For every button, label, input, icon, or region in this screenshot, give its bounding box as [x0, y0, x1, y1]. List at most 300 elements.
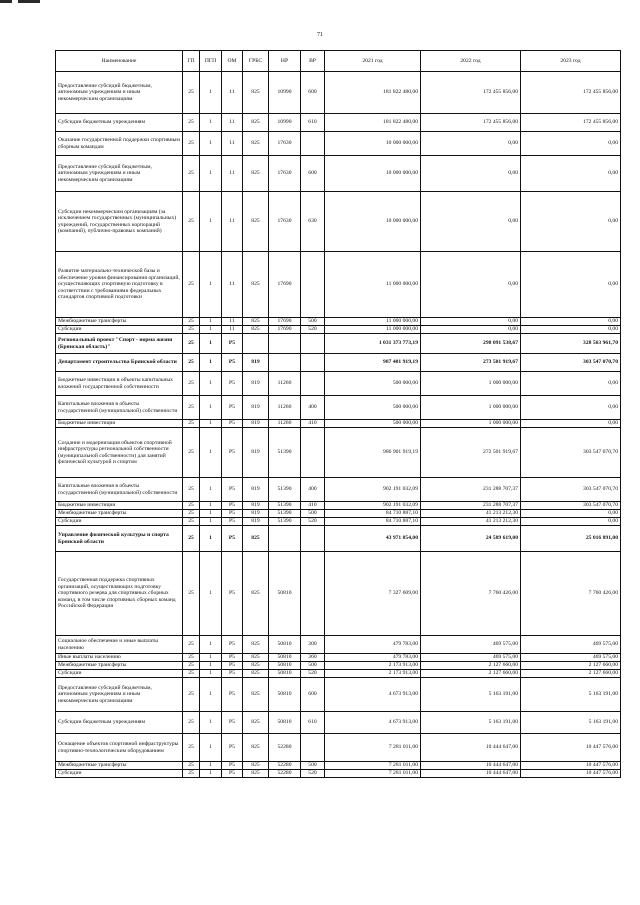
cell-gp: 25 [183, 770, 200, 778]
cell-om: P5 [222, 526, 243, 552]
cell-y2021: 2 173 913,00 [325, 662, 421, 670]
budget-table [55, 50, 621, 778]
cell-pgp: 1 [200, 770, 222, 778]
cell-y2023: 0,00 [521, 192, 621, 252]
cell-om: P5 [222, 354, 243, 372]
cell-y2022: 41 213 212,30 [421, 518, 521, 526]
cell-y2023: 0,00 [521, 396, 621, 420]
cell-vr [301, 354, 325, 372]
cell-y2022: 0,00 [421, 156, 521, 192]
cell-pgp: 1 [200, 114, 222, 132]
cell-om: P5 [222, 770, 243, 778]
cell-name: Межбюджетные трансферты [56, 510, 183, 518]
cell-y2022: 1 000 000,00 [421, 372, 521, 396]
table-row [56, 478, 621, 502]
cell-y2021: 11 000 000,00 [325, 326, 421, 334]
cell-y2021: 4 673 913,00 [325, 678, 421, 712]
cell-pgp: 1 [200, 734, 222, 762]
cell-name: Государственная поддержка спортивных организаций, осуществляющих подготовку спортивного резерва для спортивных сборных команд, в том числе спортивных сборных команд Российской Федерации [56, 552, 183, 636]
cell-grbs: 819 [243, 420, 269, 428]
cell-y2022: 272 501 919,67 [421, 428, 521, 478]
cell-nr: 10990 [269, 72, 301, 114]
table-row [56, 334, 621, 354]
cell-name: Субсидии [56, 518, 183, 526]
cell-grbs: 819 [243, 428, 269, 478]
cell-name: Бюджетные инвестиции [56, 420, 183, 428]
cell-vr: 630 [301, 192, 325, 252]
cell-om: P5 [222, 552, 243, 636]
cell-grbs: 825 [243, 712, 269, 734]
table-row [56, 114, 621, 132]
cell-nr [269, 354, 301, 372]
cell-vr: 300 [301, 636, 325, 654]
table-row [56, 762, 621, 770]
cell-y2021: 479 783,00 [325, 636, 421, 654]
cell-nr: 17690 [269, 326, 301, 334]
cell-vr: 410 [301, 420, 325, 428]
cell-gp: 25 [183, 428, 200, 478]
cell-om: 11 [222, 252, 243, 318]
cell-pgp: 1 [200, 334, 222, 354]
cell-name: Предоставление субсидий бюджетным, автономным учреждениям и иным некоммерческим организациям [56, 678, 183, 712]
cell-vr: 400 [301, 478, 325, 502]
cell-nr: 17630 [269, 156, 301, 192]
cell-y2023: 469 575,00 [521, 636, 621, 654]
cell-nr: 51390 [269, 510, 301, 518]
col-header-2021: 2021 год [325, 51, 421, 72]
cell-name: Бюджетные инвестиции [56, 502, 183, 510]
cell-nr [269, 334, 301, 354]
cell-y2022: 5 163 191,00 [421, 712, 521, 734]
table-row [56, 636, 621, 654]
cell-gp: 25 [183, 252, 200, 318]
cell-name: Межбюджетные трансферты [56, 318, 183, 326]
cell-vr [301, 428, 325, 478]
cell-pgp: 1 [200, 654, 222, 662]
cell-name: Субсидии [56, 770, 183, 778]
cell-gp: 25 [183, 734, 200, 762]
cell-name: Региональный проект "Спорт - норма жизни (Брянская область)" [56, 334, 183, 354]
cell-y2023: 172 455 856,00 [521, 114, 621, 132]
cell-gp: 25 [183, 478, 200, 502]
cell-y2023: 0,00 [521, 420, 621, 428]
col-header-om: ОМ [222, 51, 243, 72]
table-body [56, 72, 621, 778]
cell-pgp: 1 [200, 354, 222, 372]
table-row [56, 396, 621, 420]
cell-om: 11 [222, 156, 243, 192]
cell-grbs: 825 [243, 670, 269, 678]
cell-pgp: 1 [200, 156, 222, 192]
cell-gp: 25 [183, 420, 200, 428]
cell-pgp: 1 [200, 510, 222, 518]
table-row [56, 72, 621, 114]
cell-om: P5 [222, 396, 243, 420]
table-row [56, 654, 621, 662]
cell-grbs: 825 [243, 770, 269, 778]
table-row [56, 510, 621, 518]
cell-gp: 25 [183, 510, 200, 518]
table-row [56, 192, 621, 252]
cell-om: P5 [222, 734, 243, 762]
cell-grbs: 819 [243, 478, 269, 502]
cell-grbs: 825 [243, 72, 269, 114]
cell-gp: 25 [183, 334, 200, 354]
cell-y2022: 1 000 000,00 [421, 396, 521, 420]
cell-pgp: 1 [200, 518, 222, 526]
cell-grbs: 825 [243, 252, 269, 318]
cell-pgp: 1 [200, 132, 222, 156]
cell-nr: 11260 [269, 396, 301, 420]
cell-y2021: 500 000,00 [325, 372, 421, 396]
cell-grbs: 819 [243, 354, 269, 372]
cell-y2023: 0,00 [521, 510, 621, 518]
cell-y2022: 1 000 000,00 [421, 420, 521, 428]
cell-y2022: 10 444 647,00 [421, 734, 521, 762]
cell-y2021: 4 673 913,00 [325, 712, 421, 734]
cell-om: 11 [222, 114, 243, 132]
cell-vr: 600 [301, 156, 325, 192]
col-header-name: Наименование [56, 51, 183, 72]
page-number: 71 [317, 32, 323, 38]
cell-nr: 17630 [269, 192, 301, 252]
cell-pgp: 1 [200, 712, 222, 734]
cell-y2022: 273 501 919,67 [421, 354, 521, 372]
cell-grbs: 825 [243, 734, 269, 762]
table-row [56, 372, 621, 396]
cell-vr: 520 [301, 326, 325, 334]
cell-om: P5 [222, 420, 243, 428]
cell-y2022: 0,00 [421, 326, 521, 334]
table-row [56, 420, 621, 428]
cell-om: 11 [222, 326, 243, 334]
col-header-pgp: ПГП [200, 51, 222, 72]
cell-om: P5 [222, 636, 243, 654]
cell-y2021: 181 822 480,00 [325, 114, 421, 132]
cell-vr [301, 552, 325, 636]
cell-y2023: 172 455 856,00 [521, 72, 621, 114]
cell-y2023: 0,00 [521, 132, 621, 156]
cell-y2023: 0,00 [521, 156, 621, 192]
cell-grbs: 825 [243, 192, 269, 252]
cell-gp: 25 [183, 762, 200, 770]
cell-y2021: 10 000 000,00 [325, 192, 421, 252]
cell-gp: 25 [183, 678, 200, 712]
cell-y2021: 500 000,00 [325, 420, 421, 428]
cell-name: Субсидии бюджетным учреждениям [56, 712, 183, 734]
cell-y2023: 7 760 426,00 [521, 552, 621, 636]
cell-y2022: 10 444 647,00 [421, 762, 521, 770]
table-row [56, 502, 621, 510]
cell-nr [269, 526, 301, 552]
table-row [56, 734, 621, 762]
cell-y2022: 298 091 538,67 [421, 334, 521, 354]
cell-om: 11 [222, 192, 243, 252]
cell-nr: 17690 [269, 252, 301, 318]
cell-y2021: 500 000,00 [325, 396, 421, 420]
cell-om: P5 [222, 670, 243, 678]
table-row [56, 318, 621, 326]
cell-pgp: 1 [200, 326, 222, 334]
cell-vr: 520 [301, 518, 325, 526]
cell-name: Предоставление субсидий бюджетным, автономным учреждениям и иным некоммерческим организациям [56, 72, 183, 114]
cell-om: P5 [222, 372, 243, 396]
cell-y2023: 0,00 [521, 252, 621, 318]
cell-pgp: 1 [200, 72, 222, 114]
scan-mark-left [0, 0, 12, 3]
cell-name: Создание и модернизация объектов спортивной инфраструктуры региональной собственности (муниципальной собственности) для занятий физической культурой и спортом [56, 428, 183, 478]
table-row [56, 252, 621, 318]
cell-vr [301, 734, 325, 762]
cell-vr: 610 [301, 712, 325, 734]
cell-gp: 25 [183, 712, 200, 734]
cell-y2021: 987 401 919,19 [325, 354, 421, 372]
col-header-grbs: ГРБС [243, 51, 269, 72]
cell-y2023: 303 547 070,70 [521, 354, 621, 372]
cell-gp: 25 [183, 326, 200, 334]
cell-y2022: 7 760 426,00 [421, 552, 521, 636]
cell-name: Развитие материально-технической базы и обеспечение уровня финансирования организаций, осуществляющих спортивную подготовку в соответствии с требованиями федеральных стандартов спортивной подготовки [56, 252, 183, 318]
cell-vr [301, 334, 325, 354]
cell-name: Оснащение объектов спортивной инфраструктуры спортивно-технологическим оборудованием [56, 734, 183, 762]
col-header-2022: 2022 год [421, 51, 521, 72]
cell-gp: 25 [183, 132, 200, 156]
cell-y2021: 902 191 032,09 [325, 502, 421, 510]
cell-grbs: 825 [243, 552, 269, 636]
cell-name: Субсидии некоммерческим организациям (за исключением государственных (муниципальных) учреждений, государственных корпораций (компаний), публично-правовых компаний) [56, 192, 183, 252]
cell-y2023: 303 547 070,70 [521, 478, 621, 502]
cell-gp: 25 [183, 502, 200, 510]
cell-y2023: 469 575,00 [521, 654, 621, 662]
cell-nr: 50810 [269, 552, 301, 636]
cell-y2023: 0,00 [521, 518, 621, 526]
cell-gp: 25 [183, 192, 200, 252]
table-row [56, 354, 621, 372]
cell-y2022: 10 444 647,00 [421, 770, 521, 778]
cell-name: Капитальные вложения в объекты государственной (муниципальной) собственности [56, 478, 183, 502]
cell-om: P5 [222, 518, 243, 526]
cell-name: Иные выплаты населению [56, 654, 183, 662]
cell-gp: 25 [183, 72, 200, 114]
cell-vr: 410 [301, 502, 325, 510]
table-row [56, 662, 621, 670]
cell-om: P5 [222, 712, 243, 734]
cell-nr: 50810 [269, 670, 301, 678]
cell-vr: 520 [301, 670, 325, 678]
cell-y2021: 2 173 913,00 [325, 670, 421, 678]
cell-name: Предоставление субсидий бюджетным, автономным учреждениям и иным некоммерческим организациям [56, 156, 183, 192]
cell-y2021: 7 327 609,00 [325, 552, 421, 636]
cell-nr: 51390 [269, 518, 301, 526]
cell-y2021: 181 822 480,00 [325, 72, 421, 114]
cell-grbs: 825 [243, 654, 269, 662]
cell-y2022: 231 288 707,37 [421, 502, 521, 510]
cell-y2023: 10 447 576,00 [521, 762, 621, 770]
cell-pgp: 1 [200, 636, 222, 654]
cell-y2023: 10 447 576,00 [521, 734, 621, 762]
cell-name: Департамент строительства Брянской области [56, 354, 183, 372]
cell-y2023: 5 163 191,00 [521, 712, 621, 734]
cell-om: P5 [222, 478, 243, 502]
cell-pgp: 1 [200, 428, 222, 478]
cell-gp: 25 [183, 552, 200, 636]
col-header-2023: 2023 год [521, 51, 621, 72]
table-row [56, 670, 621, 678]
cell-vr: 500 [301, 762, 325, 770]
table-header [56, 51, 621, 72]
cell-vr [301, 526, 325, 552]
cell-nr: 50810 [269, 678, 301, 712]
cell-y2022: 0,00 [421, 252, 521, 318]
cell-y2021: 7 281 011,00 [325, 762, 421, 770]
cell-name: Субсидии [56, 670, 183, 678]
col-header-vr: ВР [301, 51, 325, 72]
cell-gp: 25 [183, 670, 200, 678]
cell-y2022: 2 127 660,00 [421, 662, 521, 670]
cell-vr: 520 [301, 770, 325, 778]
cell-vr [301, 132, 325, 156]
cell-pgp: 1 [200, 318, 222, 326]
cell-y2021: 10 000 000,00 [325, 156, 421, 192]
table-row [56, 156, 621, 192]
cell-gp: 25 [183, 518, 200, 526]
cell-nr: 11260 [269, 372, 301, 396]
cell-om: P5 [222, 510, 243, 518]
cell-nr: 10990 [269, 114, 301, 132]
cell-vr [301, 372, 325, 396]
cell-gp: 25 [183, 372, 200, 396]
cell-y2022: 41 213 212,30 [421, 510, 521, 518]
cell-name: Субсидии бюджетным учреждениям [56, 114, 183, 132]
table-row [56, 428, 621, 478]
cell-gp: 25 [183, 636, 200, 654]
cell-gp: 25 [183, 318, 200, 326]
cell-y2021: 84 710 887,10 [325, 510, 421, 518]
cell-nr: 51390 [269, 478, 301, 502]
cell-y2023: 2 127 660,00 [521, 670, 621, 678]
cell-nr: 51390 [269, 502, 301, 510]
cell-grbs: 825 [243, 636, 269, 654]
cell-y2023: 303 547 070,70 [521, 428, 621, 478]
cell-pgp: 1 [200, 420, 222, 428]
cell-y2021: 1 031 373 773,19 [325, 334, 421, 354]
cell-gp: 25 [183, 654, 200, 662]
cell-pgp: 1 [200, 762, 222, 770]
cell-grbs: 825 [243, 156, 269, 192]
cell-pgp: 1 [200, 252, 222, 318]
cell-pgp: 1 [200, 478, 222, 502]
cell-y2021: 11 000 000,00 [325, 318, 421, 326]
cell-nr: 50810 [269, 712, 301, 734]
table-row [56, 518, 621, 526]
cell-y2023: 10 447 576,00 [521, 770, 621, 778]
cell-pgp: 1 [200, 678, 222, 712]
cell-gp: 25 [183, 396, 200, 420]
cell-vr: 360 [301, 654, 325, 662]
scan-mark-right [18, 0, 40, 3]
cell-grbs: 825 [243, 762, 269, 770]
cell-om: 11 [222, 72, 243, 114]
cell-vr: 500 [301, 662, 325, 670]
cell-name: Межбюджетные трансферты [56, 762, 183, 770]
col-header-gp: ГП [183, 51, 200, 72]
cell-y2023: 328 563 961,70 [521, 334, 621, 354]
cell-om: P5 [222, 428, 243, 478]
table-row [56, 712, 621, 734]
cell-om: P5 [222, 662, 243, 670]
cell-name: Социальное обеспечение и иные выплаты населению [56, 636, 183, 654]
cell-grbs: 825 [243, 526, 269, 552]
cell-nr: 50810 [269, 636, 301, 654]
cell-y2022: 0,00 [421, 132, 521, 156]
cell-pgp: 1 [200, 396, 222, 420]
cell-grbs: 819 [243, 502, 269, 510]
cell-y2021: 7 281 011,00 [325, 770, 421, 778]
cell-grbs: 825 [243, 318, 269, 326]
cell-y2023: 5 163 191,00 [521, 678, 621, 712]
cell-vr: 500 [301, 318, 325, 326]
cell-om: P5 [222, 654, 243, 662]
cell-grbs: 819 [243, 396, 269, 420]
cell-y2023: 0,00 [521, 372, 621, 396]
cell-name: Капитальные вложения в объекты государственной (муниципальной) собственности [56, 396, 183, 420]
cell-grbs [243, 334, 269, 354]
cell-gp: 25 [183, 114, 200, 132]
cell-vr: 610 [301, 114, 325, 132]
cell-nr: 50810 [269, 654, 301, 662]
cell-nr: 52280 [269, 762, 301, 770]
cell-y2022: 469 575,00 [421, 636, 521, 654]
cell-y2023: 0,00 [521, 318, 621, 326]
cell-pgp: 1 [200, 670, 222, 678]
cell-y2022: 0,00 [421, 192, 521, 252]
cell-y2021: 902 191 032,09 [325, 478, 421, 502]
cell-gp: 25 [183, 526, 200, 552]
cell-name: Оказание государственной поддержки спортивным сборным командам [56, 132, 183, 156]
cell-om: P5 [222, 502, 243, 510]
cell-y2022: 231 288 707,37 [421, 478, 521, 502]
cell-grbs: 825 [243, 662, 269, 670]
cell-om: 11 [222, 318, 243, 326]
cell-grbs: 825 [243, 326, 269, 334]
cell-y2021: 7 281 011,00 [325, 734, 421, 762]
table-row [56, 678, 621, 712]
cell-nr: 17630 [269, 132, 301, 156]
cell-y2021: 11 000 000,00 [325, 252, 421, 318]
cell-om: 11 [222, 132, 243, 156]
cell-om: P5 [222, 334, 243, 354]
cell-y2023: 25 016 891,00 [521, 526, 621, 552]
table-row [56, 132, 621, 156]
cell-pgp: 1 [200, 372, 222, 396]
cell-om: P5 [222, 678, 243, 712]
cell-nr: 11260 [269, 420, 301, 428]
table-row [56, 770, 621, 778]
cell-nr: 52280 [269, 734, 301, 762]
cell-vr: 400 [301, 396, 325, 420]
cell-grbs: 819 [243, 372, 269, 396]
cell-nr: 17690 [269, 318, 301, 326]
cell-name: Межбюджетные трансферты [56, 662, 183, 670]
cell-pgp: 1 [200, 502, 222, 510]
cell-y2021: 10 000 000,00 [325, 132, 421, 156]
cell-nr: 52280 [269, 770, 301, 778]
cell-y2023: 2 127 660,00 [521, 662, 621, 670]
cell-grbs: 825 [243, 114, 269, 132]
cell-y2022: 172 455 856,00 [421, 114, 521, 132]
cell-pgp: 1 [200, 552, 222, 636]
cell-om: P5 [222, 762, 243, 770]
